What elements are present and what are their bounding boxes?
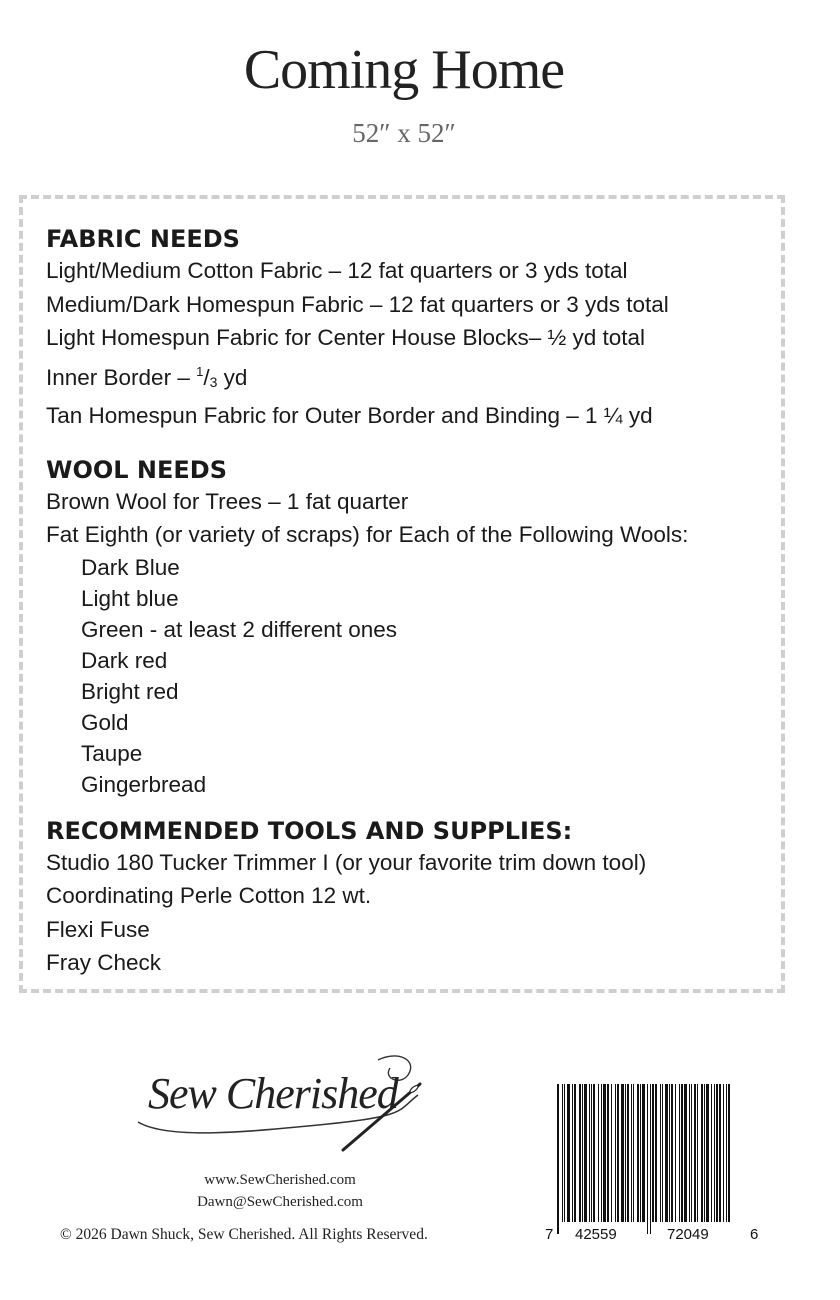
supplies-content [46,224,786,980]
barcode-bar [689,1084,690,1222]
barcode-bar [714,1084,715,1222]
barcode-bar [684,1084,687,1222]
barcode-bar [706,1084,709,1222]
inner-border-unit: yd [217,364,248,390]
barcode-bar [591,1084,592,1222]
wool-color-item: Dark Blue [81,554,180,580]
tools-line: Fray Check [46,950,162,975]
barcode-bar [640,1084,641,1222]
barcode-bars [545,1084,760,1244]
logo-wordmark: Sew Cherished [148,1069,398,1118]
barcode-bar [564,1084,565,1222]
barcode-bar [631,1084,632,1222]
quilt-size: 52″ x 52″ [352,118,456,148]
barcode-bar [650,1084,651,1234]
barcode-bar [723,1084,724,1222]
barcode-bar [728,1084,730,1222]
barcode-bar [704,1084,705,1222]
barcode-bar [603,1084,606,1222]
wool-line: Brown Wool for Trees – 1 fat quarter [46,488,409,514]
tools-line: Coordinating Perle Cotton 12 wt. [46,883,372,908]
barcode-bar [691,1084,692,1222]
barcode-bar [615,1084,616,1222]
website-link[interactable]: www.SewCherished.com [204,1172,356,1188]
pattern-title: Coming Home [243,39,565,101]
barcode-bar [579,1084,581,1222]
wool-color-item: Dark red [81,647,168,673]
sew-cherished-logo [128,1050,428,1160]
wool-color-item: Green - at least 2 different ones [81,616,398,642]
barcode-bar [671,1084,673,1222]
barcode-digits-right: 72049 [667,1226,709,1243]
fabric-line-inner-border: Inner Border – $^1/_3$ yd [46,363,248,390]
barcode-bar [601,1084,602,1222]
barcode-bar [655,1084,657,1222]
tools-heading: RECOMMENDED TOOLS AND SUPPLIES: [46,816,573,845]
fabric-line: Tan Homespun Fabric for Outer Border and Binding – 1 ¼ yd [46,403,653,428]
barcode-bar [611,1084,612,1222]
barcode-bar [660,1084,661,1222]
barcode-bar [669,1084,670,1222]
tools-line: Flexi Fuse [46,916,150,942]
barcode-bar [574,1084,576,1222]
barcode-bar [637,1084,639,1222]
barcode-bar [584,1084,587,1222]
barcode-bar [665,1084,668,1222]
barcode-bar [652,1084,654,1222]
barcode-bar [557,1084,559,1234]
wool-color-item: Light blue [81,585,179,611]
wool-line: Fat Eighth (or variety of scraps) for Each of the Following Wools: [46,522,689,547]
fabric-line: Light Homespun Fabric for Center House Blocks– ½ yd total [46,325,646,350]
barcode-bar [675,1084,676,1222]
wool-color-item: Bright red [81,678,179,704]
email-link[interactable]: Dawn@SewCherished.com [197,1194,363,1210]
barcode-bar [617,1084,619,1222]
barcode-bar [679,1084,680,1222]
tools-line: Studio 180 Tucker Trimmer I (or your favorite trim down tool) [46,849,647,875]
barcode-digit-first: 7 [545,1226,554,1243]
inner-border-label: Inner Border – [46,364,197,390]
barcode-bar [642,1084,645,1222]
barcode-bar [633,1084,634,1222]
wool-needs-heading: WOOL NEEDS [46,455,228,484]
barcode-bar [627,1084,629,1222]
barcode-bar [681,1084,683,1222]
barcode-bar [625,1084,626,1222]
barcode-bar [562,1084,563,1222]
upc-barcode [545,1084,760,1244]
barcode-bar [701,1084,703,1222]
barcode-bar [582,1084,583,1222]
barcode-bar [607,1084,609,1222]
fabric-line: Light/Medium Cotton Fabric – 12 fat quarters or 3 yds total [46,258,628,283]
barcode-bar [593,1084,595,1222]
fabric-line: Medium/Dark Homespun Fabric – 12 fat quarters or 3 yds total [46,291,669,317]
wool-color-item: Gold [81,709,129,735]
barcode-digit-last: 6 [750,1226,759,1243]
fabric-needs-heading: FABRIC NEEDS [46,225,240,253]
fraction-denominator: 3 [209,373,218,390]
barcode-bar [662,1084,663,1222]
barcode-bar [567,1084,570,1222]
fraction-numerator: 1 [196,363,204,379]
barcode-bar [719,1084,721,1222]
barcode-bar [697,1084,698,1222]
barcode-bar [726,1084,727,1222]
barcode-bar [589,1084,590,1222]
barcode-bar [621,1084,624,1222]
barcode-bar [711,1084,712,1222]
barcode-bar [647,1084,648,1234]
barcode-digits-left: 42559 [575,1226,617,1243]
barcode-bar [694,1084,696,1222]
barcode-bar [572,1084,573,1222]
copyright-text: © 2026 Dawn Shuck, Sew Cherished. All Rights Reserved. [60,1226,428,1243]
wool-color-item: Taupe [81,740,143,766]
wool-color-item: Gingerbread [81,771,207,797]
barcode-bar [598,1084,599,1222]
barcode-bar [716,1084,718,1222]
